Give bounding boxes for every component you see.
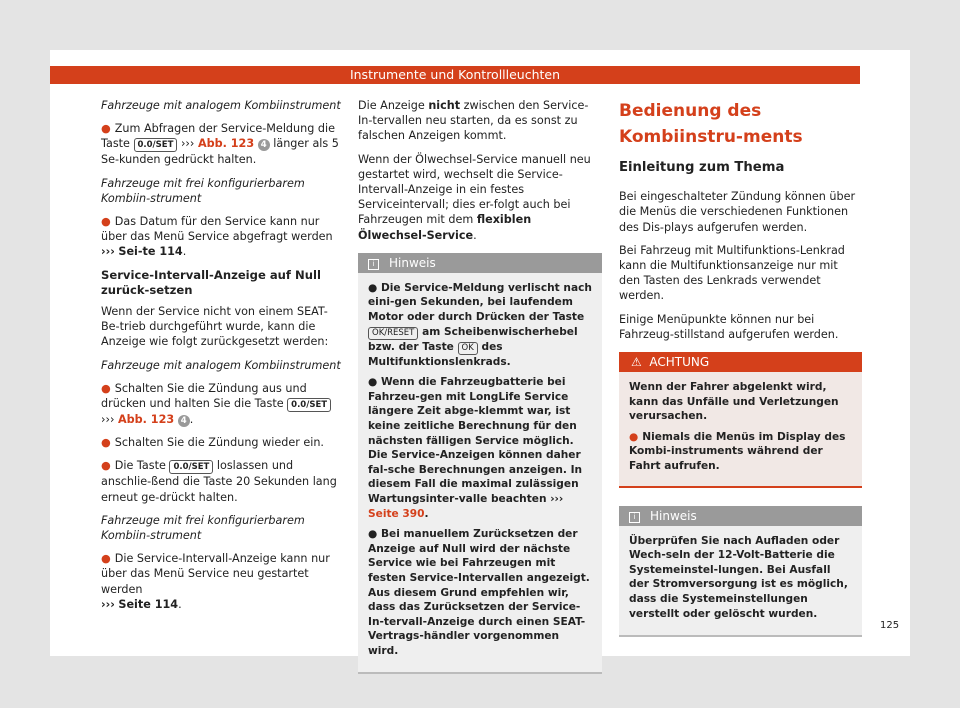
- chapter-header: Instrumente und Kontrollleuchten: [50, 66, 860, 84]
- bullet-item: ● Zum Abfragen der Service-Meldung die Taste 0.0/SET ››› Abb. 123 4 länger als 5 Se-kunden gedrückt halten.: [101, 122, 339, 167]
- bullet-item: ● Schalten Sie die Zündung aus und drücken und halten Sie die Taste 0.0/SET ››› Abb. 123 4 .: [101, 381, 341, 427]
- note-item: ● Die Service-Meldung verlischt nach eini-gen Sekunden, bei laufendem Motor oder durch Drücken der Taste OK/RESET am Scheibenwischerhebel bzw. der Taste OK des Multifunktionslenkrads.: [368, 281, 592, 368]
- bullet-item: ● Die Service-Intervall-Anzeige kann nur über das Menü Service neu gestartet werden ››› Seite 114.: [101, 552, 330, 611]
- column-right: [619, 98, 862, 637]
- figure-link[interactable]: Abb. 123: [117, 413, 175, 427]
- warning-box: [619, 352, 862, 488]
- note-header: i Hinweis: [619, 506, 862, 526]
- page-link[interactable]: Seite 114: [118, 597, 179, 611]
- info-icon: i: [629, 512, 640, 523]
- note-body: [358, 273, 602, 659]
- bullet-icon: ●: [101, 122, 111, 136]
- section-subtitle: Einleitung zum Thema: [619, 160, 785, 175]
- paragraph: Bei Fahrzeug mit Multifunktions-Lenkrad kann die Multifunktionsanzeige nur mit den Tasten des Lenkrads verwendet werden.: [619, 243, 845, 303]
- note-body: Überprüfen Sie nach Aufladen oder Wech-seln der 12-Volt-Batterie die Systemeinstel-lungen. Bei Ausfall der Stromversorgung ist es möglich, dass die Systemeinstellungen verstellt oder gelöscht wurden.: [629, 534, 848, 620]
- bullet-icon: ●: [101, 436, 111, 450]
- note-box: [619, 506, 862, 638]
- bullet-icon: ●: [101, 381, 111, 395]
- section-title: Bedienung des Kombiinstru-ments: [619, 101, 803, 147]
- warning-body: Wenn der Fahrer abgelenkt wird, kann das Unfälle und Verletzungen verursachen. ● Niemals die Menüs im Display des Kombi-instruments während der Fahrt aufrufen.: [619, 372, 862, 474]
- page-link[interactable]: Sei-te 114: [118, 245, 183, 259]
- section-heading: Fahrzeuge mit analogem Kombiinstrument: [101, 99, 341, 112]
- column-middle: [358, 98, 602, 674]
- key-set: 0.0/SET: [134, 138, 178, 152]
- paragraph: Bei eingeschalteter Zündung können über die Menüs die verschiedenen Funktionen des Dis-plays aufgerufen werden.: [619, 190, 856, 234]
- section-heading: Fahrzeuge mit analogem Kombiinstrument: [101, 358, 341, 372]
- section-title: Service-Intervall-Anzeige auf Null zurück-setzen: [101, 267, 321, 297]
- section-heading: Fahrzeuge mit frei konfigurierbarem Kombiin-strument: [101, 176, 305, 205]
- paragraph: Wenn der Service nicht von einem SEAT-Be-trieb durchgeführt wurde, kann die Anzeige wie folgt zurückgesetzt werden:: [101, 305, 329, 349]
- note-item: ● Bei manuellem Zurücksetzen der Anzeige auf Null wird der nächste Service wie bei Fahrzeugen mit festen Service-Intervallen angezeigt. Aus diesem Grund empfehlen wir, dass das Zurücksetzen der Service-In-tervall-Anzeige durch einen SEAT-Vertrags-händler vorgenommen wird.: [368, 528, 590, 657]
- paragraph: Wenn der Ölwechsel-Service manuell neu gestartet wird, wechselt die Service-Intervall-Anzeige in ein festes Serviceintervall; dies er-folgt auch bei Fahrzeugen mit dem flexiblen Ölwechsel-Service.: [358, 152, 591, 242]
- note-item: ● Wenn die Fahrzeugbatterie bei Fahrzeu-gen mit LongLife Service längere Zeit abge-klemmt war, ist keine zeitliche Berechnung für den nächsten fälligen Service möglich. Die Service-Anzeigen können daher fal-sche Berechnungen anzeigen. In diesem Fall die maximal zulässigen Wartungsinter-valle beachten ››› Seite 390.: [368, 376, 583, 520]
- warning-header: ⚠ ACHTUNG: [619, 352, 862, 372]
- callout-number: 4: [258, 139, 270, 151]
- key-ok: OK: [458, 342, 478, 355]
- bullet-item: ● Schalten Sie die Zündung wieder ein.: [101, 436, 324, 450]
- column-left: [101, 98, 341, 620]
- paragraph: Die Anzeige nicht zwischen den Service-In-tervallen neu starten, da es sonst zu falschen Anzeigen kommt.: [358, 99, 589, 143]
- info-icon: i: [368, 259, 379, 270]
- section-heading: Fahrzeuge mit frei konfigurierbarem Kombiin-strument: [101, 513, 305, 543]
- key-set: 0.0/SET: [287, 398, 331, 412]
- paragraph: Einige Menüpunkte können nur bei Fahrzeug-stillstand aufgerufen werden.: [619, 312, 839, 341]
- bullet-item: ● Das Datum für den Service kann nur über das Menü Service abgefragt werden ››› Sei-te 114.: [101, 215, 333, 259]
- page-number: 125: [880, 620, 900, 631]
- note-box: [358, 253, 602, 675]
- bullet-item: ● Die Taste 0.0/SET loslassen und anschlie-ßend die Taste 20 Sekunden lang erneut ge-drückt halten.: [101, 459, 337, 504]
- page-link[interactable]: Seite 390: [368, 507, 425, 520]
- bullet-icon: ●: [101, 552, 111, 566]
- note-header: i Hinweis: [358, 253, 602, 273]
- callout-number: 4: [178, 415, 190, 427]
- warning-item: ● Niemals die Menüs im Display des Kombi-instruments während der Fahrt aufrufen.: [629, 430, 846, 472]
- bullet-icon: ●: [101, 459, 111, 473]
- key-set: 0.0/SET: [169, 460, 213, 474]
- key-ok-reset: OK/RESET: [368, 327, 418, 340]
- figure-link[interactable]: Abb. 123: [197, 137, 255, 151]
- bullet-icon: ●: [101, 215, 111, 229]
- bullet-icon: ●: [629, 430, 639, 443]
